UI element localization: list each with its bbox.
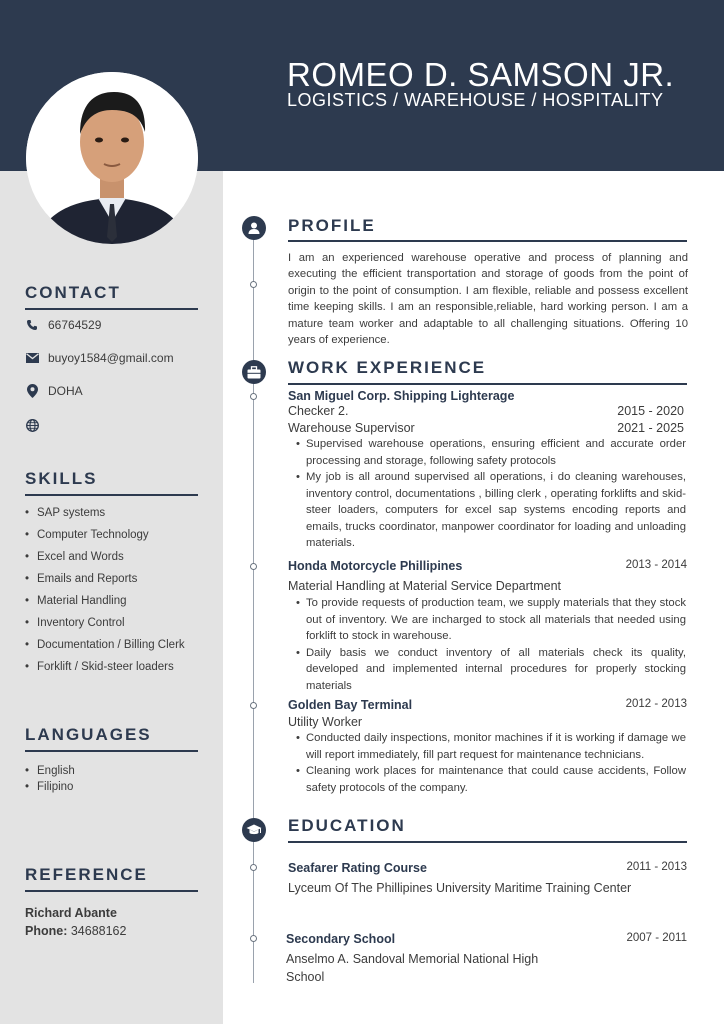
skill-item: • Forklift / Skid-steer loaders (25, 656, 185, 678)
contact-location-text: DOHA (48, 384, 83, 398)
skill-item: • Inventory Control (25, 612, 185, 634)
mail-icon (25, 351, 39, 365)
work-divider (288, 383, 687, 385)
contact-divider (25, 308, 198, 310)
reference-phone (25, 924, 126, 938)
globe-icon (25, 418, 39, 432)
job-role: Utility Worker (288, 715, 363, 729)
profile-divider (288, 240, 687, 242)
languages-divider (25, 750, 198, 752)
languages-heading: LANGUAGES (25, 725, 152, 744)
candidate-name: ROMEO D. SAMSON JR. (287, 56, 675, 93)
contact-phone-text: 66764529 (48, 318, 102, 332)
languages-list (25, 763, 75, 795)
profile-photo (26, 72, 198, 244)
reference-phone-label: Phone: (25, 924, 68, 938)
timeline-dot (250, 864, 257, 871)
education-institution: Anselmo A. Sandoval Memorial National High School (286, 952, 539, 984)
job-period: 2012 - 2013 (625, 698, 687, 710)
skills-list (25, 502, 185, 678)
timeline-dot (250, 563, 257, 570)
job-role: Checker 2. (288, 404, 349, 418)
education-institution: Lyceum Of The Phillipines University Maritime Training Center (288, 881, 632, 895)
contact-phone (25, 318, 101, 332)
contact-email-text[interactable]: buyoy1584@gmail.com (48, 351, 174, 365)
duty-item: • Daily basis we conduct inventory of all materials check its quality, developed and implemented internal procedures for properly stocking materials (296, 645, 686, 695)
job-company: Honda Motorcycle Phillipines (288, 559, 463, 573)
skill-item: • Excel and Words (25, 546, 185, 568)
timeline-dot (250, 935, 257, 942)
education-divider (288, 841, 687, 843)
job-role: Material Handling at Material Service Department (288, 579, 562, 593)
duty-item: • Cleaning work places for maintenance that could cause accidents, Follow safety protocols of the company. (296, 763, 686, 796)
contact-email (25, 351, 174, 365)
job-period: 2013 - 2014 (625, 559, 687, 571)
skill-item: • Emails and Reports (25, 568, 185, 590)
job-period: 2021 - 2025 (617, 421, 684, 435)
profile-heading: PROFILE (288, 216, 376, 235)
reference-heading: REFERENCE (25, 865, 148, 884)
job-duties (296, 730, 686, 796)
duty-item: • My job is all around supervised all operations, i do cleaning warehouses, inventory control, documentations , billing clerk , operating forklifts and skid-steer loaders, computers for excel sap systems encoding reports and emails, trucks coordinator, manpower coordinator for loading and unloading materials. (296, 469, 686, 552)
job-duties (296, 595, 686, 694)
reference-name: Richard Abante (25, 906, 117, 920)
skill-item: • Documentation / Billing Clerk (25, 634, 185, 656)
education-heading: EDUCATION (288, 816, 406, 835)
phone-icon (25, 318, 39, 332)
location-pin-icon (25, 384, 39, 398)
reference-divider (25, 890, 198, 892)
job-period: 2015 - 2020 (617, 404, 684, 418)
skill-item: • SAP systems (25, 502, 185, 524)
job-company: San Miguel Corp. Shipping Lighterage (288, 389, 515, 403)
person-icon (242, 216, 266, 240)
education-period: 2011 - 2013 (626, 861, 687, 873)
timeline-dot (250, 393, 257, 400)
duty-item: • Conducted daily inspections, monitor machines if it is working if damage we will report immediately, fill part request for maintenance technicians. (296, 730, 686, 763)
skills-divider (25, 494, 198, 496)
timeline-dot (250, 702, 257, 709)
work-heading: WORK EXPERIENCE (288, 358, 487, 377)
reference-phone-number: 34688162 (70, 924, 127, 938)
briefcase-icon (242, 360, 266, 384)
job-role: Warehouse Supervisor (288, 421, 415, 435)
contact-heading: CONTACT (25, 283, 121, 302)
timeline-dot (250, 281, 257, 288)
skill-item: • Computer Technology (25, 524, 185, 546)
duty-item: • Supervised warehouse operations, ensuring efficient and accurate order processing and storage, following safety protocols (296, 436, 686, 469)
education-period: 2007 - 2011 (626, 932, 687, 944)
education-title: Secondary School (286, 932, 396, 946)
duty-item: • To provide requests of production team, we supply materials that they stock out of inventory. We are incharged to stock all materials that needed using forklift to stock in warehouse. (296, 595, 686, 645)
skill-item: • Material Handling (25, 590, 185, 612)
graduation-cap-icon (242, 818, 266, 842)
job-duties (296, 436, 686, 552)
language-item: • English (25, 763, 75, 779)
contact-website (25, 418, 48, 432)
job-company: Golden Bay Terminal (288, 698, 413, 712)
skills-heading: SKILLS (25, 469, 98, 488)
candidate-title: LOGISTICS / WAREHOUSE / HOSPITALITY (287, 90, 664, 110)
profile-text: I am an experienced warehouse operative and process of planning and executing the efficient transportation and storage of goods from the point of origin to the point of consumption. I am flexible, reliable and possess excellent time keeping skills. I am an responsible,reliable, hard working person. I am a mature team worker and adaptable to all challenging situations. Offering 10 years of experience. (288, 252, 688, 347)
education-title: Seafarer Rating Course (288, 861, 427, 875)
language-item: • Filipino (25, 779, 75, 795)
contact-location (25, 384, 83, 398)
